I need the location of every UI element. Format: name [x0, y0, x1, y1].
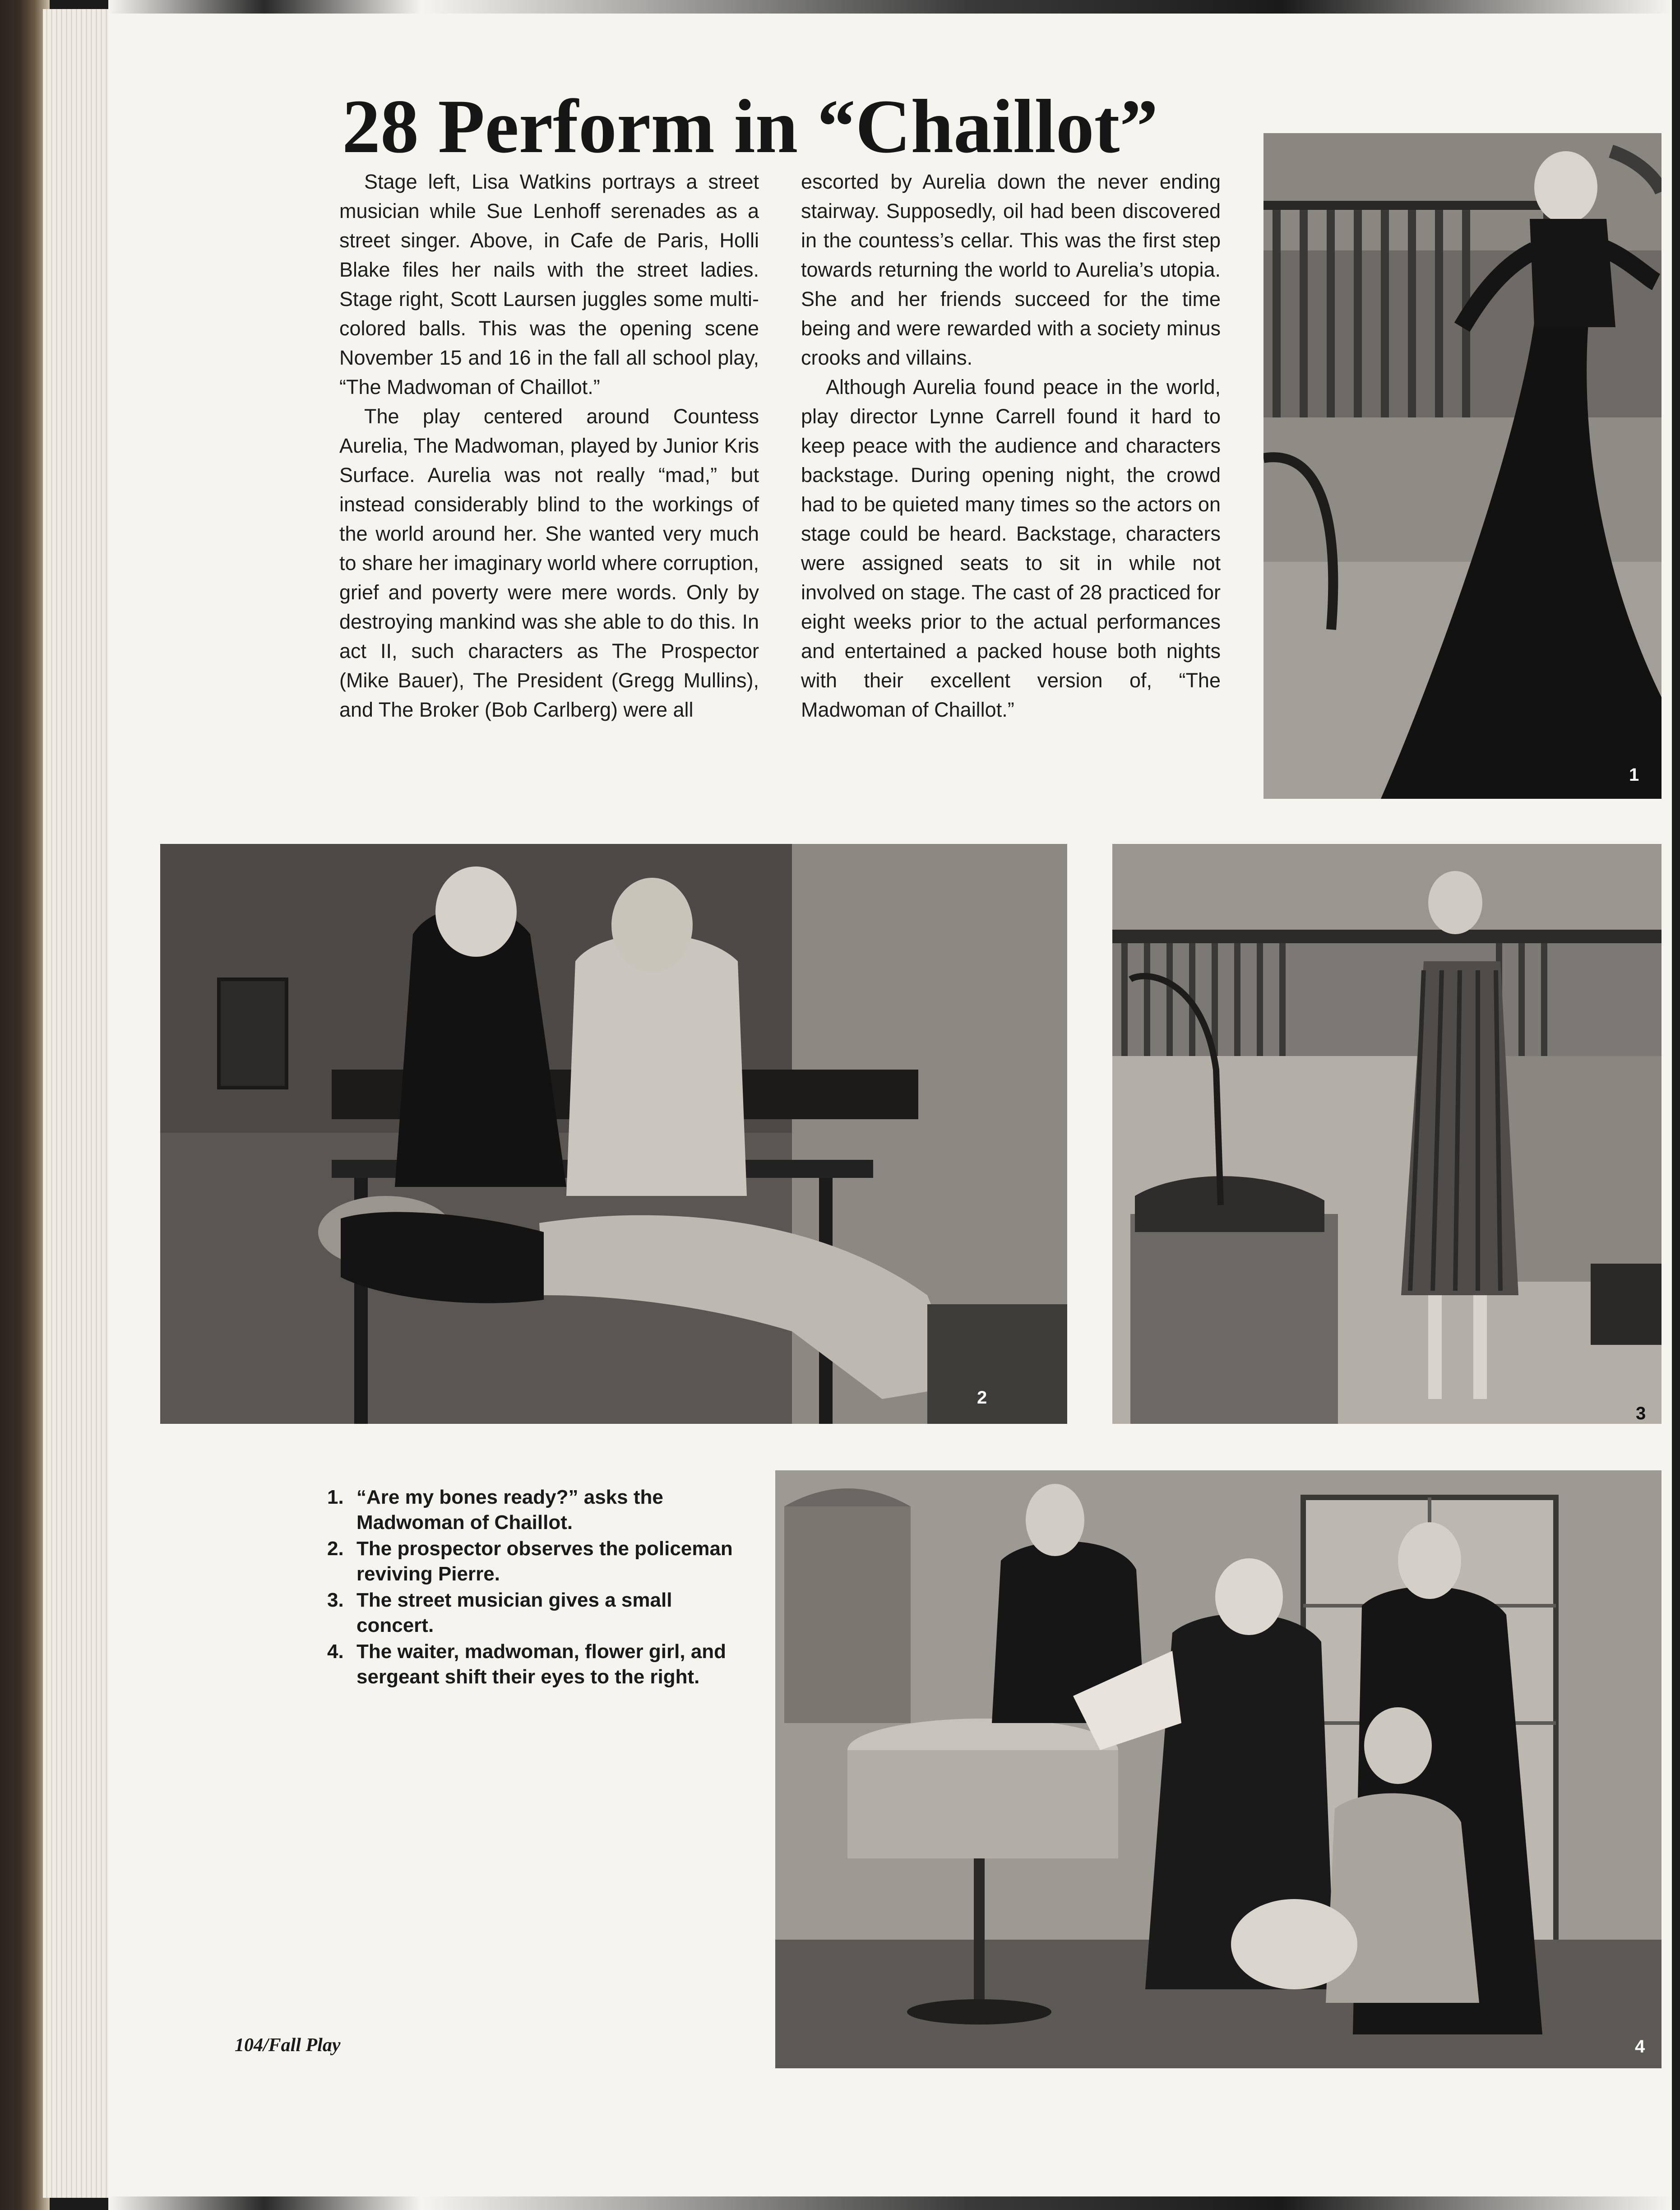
photo-madwoman-image — [1263, 133, 1661, 799]
caption-item — [327, 1639, 751, 1690]
photo-street-musician — [1112, 844, 1661, 1424]
caption-item — [327, 1588, 751, 1638]
photo-madwoman — [1263, 133, 1661, 799]
photo-number: 2 — [977, 1388, 987, 1408]
caption-text: “Are my bones ready?” asks the Madwoman of Chaillot. — [356, 1486, 663, 1534]
photo-number: 3 — [1636, 1404, 1646, 1423]
caption-text: The waiter, madwoman, flower girl, and sergeant shift their eyes to the right. — [356, 1640, 727, 1688]
page-folio: 104/Fall Play — [235, 2035, 341, 2056]
photo-cafe-scene — [775, 1470, 1661, 2068]
article-paragraph: Although Aurelia found peace in the world, play director Lynne Carrell found it hard to keep peace with the audience and characters backstage. During opening night, the crowd had to be quieted many times so the actors on stage could be heard. Backstage, characters were assigned seats to sit in while not involved on stage. The cast of 28 practiced for eight weeks prior to the actual performances and entertained a packed house both nights with their excellent version of, “The Madwoman of Chaillot.” — [801, 375, 1221, 721]
top-page-edge — [108, 0, 1672, 14]
caption-text: The street musician gives a small concert. — [356, 1589, 672, 1636]
photo-captions — [327, 1485, 751, 1691]
photo-prospector-image — [160, 844, 1067, 1424]
photo-number: 4 — [1635, 2037, 1645, 2057]
book-spine-edge — [0, 0, 50, 2210]
caption-number: 1. — [327, 1486, 344, 1508]
bottom-page-edge — [108, 2196, 1672, 2210]
caption-number: 2. — [327, 1538, 344, 1560]
photo-musician-image — [1112, 844, 1661, 1424]
article-column-2 — [801, 167, 1221, 724]
caption-number: 3. — [327, 1589, 344, 1611]
article-column-1 — [339, 167, 759, 724]
article-paragraph: escorted by Aurelia down the never ending stairway. Supposedly, oil had been discovered in the countess’s cellar. This was the first step towards returning the world to Aurelia’s utopia. She and her friends succeed for the time being and were rewarded with a society minus crooks and villains. — [801, 170, 1221, 369]
caption-item — [327, 1485, 751, 1535]
page-stack — [43, 9, 115, 2198]
caption-item — [327, 1536, 751, 1587]
photo-prospector-policeman — [160, 844, 1067, 1424]
caption-text: The prospector observes the policeman reviving Pierre. — [356, 1538, 733, 1585]
photo-number: 1 — [1629, 765, 1639, 785]
photo-cafe-image — [775, 1470, 1661, 2068]
caption-number: 4. — [327, 1640, 344, 1663]
article-paragraph: The play centered around Countess Aurelia, The Madwoman, played by Junior Kris Surface. Aurelia was not really “mad,” but instead considerably blind to the workings of the world around her. She wanted very much to share her imaginary world where corruption, grief and poverty were mere words. Only by destroying mankind was she able to do this. In act II, such characters as The Prospector (Mike Bauer), The President (Gregg Mullins), and The Broker (Bob Carlberg) were all — [339, 405, 759, 721]
article-paragraph: Stage left, Lisa Watkins portrays a street musician while Sue Lenhoff serenades as a street singer. Above, in Cafe de Paris, Holli Blake files her nails with the street ladies. Stage right, Scott Laursen juggles some multi-colored balls. This was the opening scene November 15 and 16 in the fall all school play, “The Madwoman of Chaillot.” — [339, 170, 759, 398]
page-title: 28 Perform in “Chaillot” — [342, 84, 1158, 169]
